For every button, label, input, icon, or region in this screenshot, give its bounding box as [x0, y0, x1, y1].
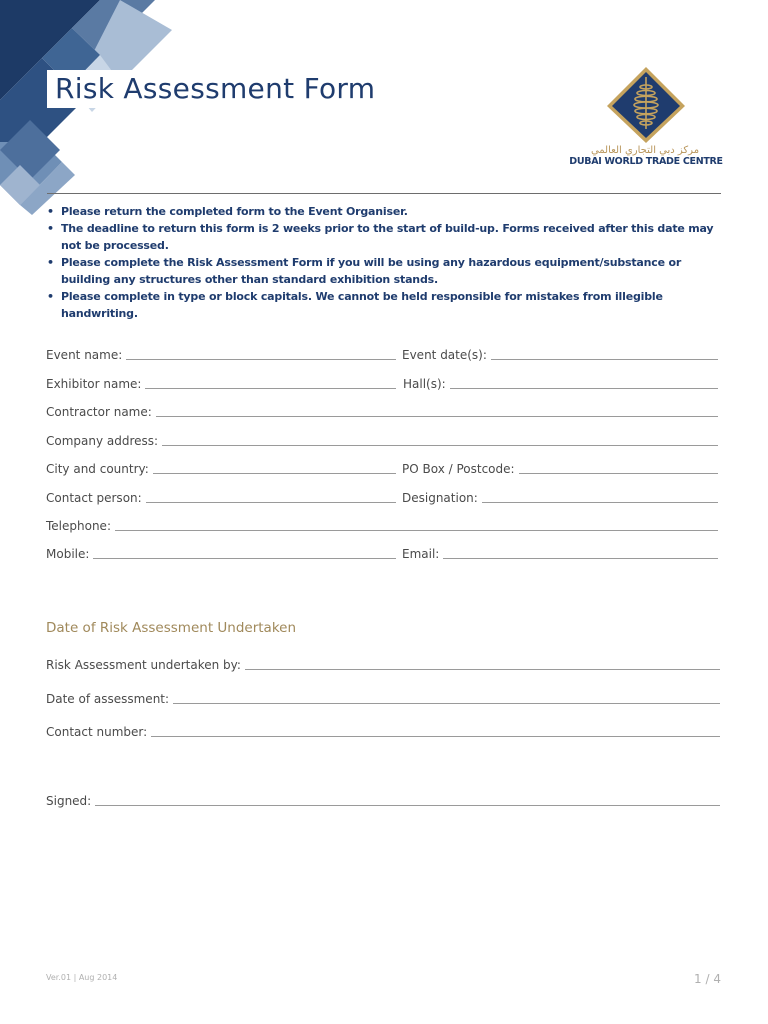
event-name-label: Event name: [46, 348, 123, 362]
contractor-name-input[interactable] [156, 416, 718, 417]
contact-person-label: Contact person: [46, 491, 142, 505]
signed-field[interactable] [46, 789, 720, 809]
date-of-assessment-input[interactable] [173, 703, 720, 704]
contact-number-input[interactable] [151, 736, 720, 737]
halls-input[interactable] [450, 388, 718, 389]
instructions-list [47, 203, 727, 322]
contractor-name-field[interactable] [46, 400, 718, 420]
contact-number-label: Contact number: [46, 725, 148, 739]
section-title: Date of Risk Assessment Undertaken [46, 620, 297, 636]
contact-number-field[interactable] [46, 720, 720, 740]
instruction-item: • The deadline to return this form is 2 weeks prior to the start of build-up. Forms received after this date may not be processed. [47, 220, 727, 254]
page-number: 1 / 4 [694, 972, 721, 986]
mobile-field[interactable] [46, 542, 396, 562]
telephone-label: Telephone: [46, 519, 111, 533]
instruction-item: • Please complete the Risk Assessment Form if you will be using any hazardous equipment/substance or building any structures other than standard exhibition stands. [47, 254, 727, 288]
company-address-label: Company address: [46, 434, 159, 448]
undertaken-by-field[interactable] [46, 653, 720, 673]
header-divider [47, 193, 721, 194]
po-box-field[interactable] [402, 457, 718, 477]
po-box-input[interactable] [519, 473, 718, 474]
page-title: Risk Assessment Form [47, 70, 381, 108]
date-of-assessment-label: Date of assessment: [46, 692, 170, 706]
city-country-input[interactable] [153, 473, 396, 474]
mobile-input[interactable] [93, 558, 396, 559]
exhibitor-name-input[interactable] [145, 388, 396, 389]
company-address-field[interactable] [46, 429, 718, 449]
logo-arabic-text: مركز دبي التجاري العالمي [590, 145, 700, 156]
event-dates-field[interactable] [402, 343, 718, 363]
exhibitor-name-label: Exhibitor name: [46, 377, 142, 391]
dwtc-logo [569, 65, 723, 170]
undertaken-by-label: Risk Assessment undertaken by: [46, 658, 241, 672]
city-country-label: City and country: [46, 462, 149, 476]
undertaken-by-input[interactable] [245, 669, 720, 670]
designation-input[interactable] [482, 502, 718, 503]
contact-person-input[interactable] [146, 502, 396, 503]
contact-person-field[interactable] [46, 486, 396, 506]
event-dates-label: Event date(s): [402, 348, 487, 362]
version-text: Ver.01 | Aug 2014 [46, 973, 118, 982]
mobile-label: Mobile: [46, 547, 90, 561]
instruction-item: • Please return the completed form to the Event Organiser. [47, 203, 727, 220]
exhibitor-name-field[interactable] [46, 372, 396, 392]
halls-label: Hall(s): [403, 377, 446, 391]
city-country-field[interactable] [46, 457, 396, 477]
email-input[interactable] [443, 558, 718, 559]
dwtc-emblem-icon [605, 65, 687, 145]
po-box-label: PO Box / Postcode: [402, 462, 515, 476]
email-label: Email: [402, 547, 440, 561]
telephone-field[interactable] [46, 514, 718, 534]
signature-input[interactable] [95, 805, 720, 806]
telephone-input[interactable] [115, 530, 718, 531]
event-dates-input[interactable] [491, 359, 718, 360]
email-field[interactable] [402, 542, 718, 562]
contractor-name-label: Contractor name: [46, 405, 152, 419]
instruction-item: • Please complete in type or block capitals. We cannot be held responsible for mistakes from illegible handwriting. [47, 288, 727, 322]
designation-field[interactable] [402, 486, 718, 506]
logo-english-text: DUBAI WORLD TRADE CENTRE [569, 156, 723, 167]
designation-label: Designation: [402, 491, 478, 505]
corner-decoration [0, 0, 180, 220]
signed-label: Signed: [46, 794, 92, 808]
halls-field[interactable] [403, 372, 718, 392]
event-name-field[interactable] [46, 343, 396, 363]
event-name-input[interactable] [126, 359, 396, 360]
company-address-input[interactable] [162, 445, 718, 446]
date-of-assessment-field[interactable] [46, 687, 720, 707]
